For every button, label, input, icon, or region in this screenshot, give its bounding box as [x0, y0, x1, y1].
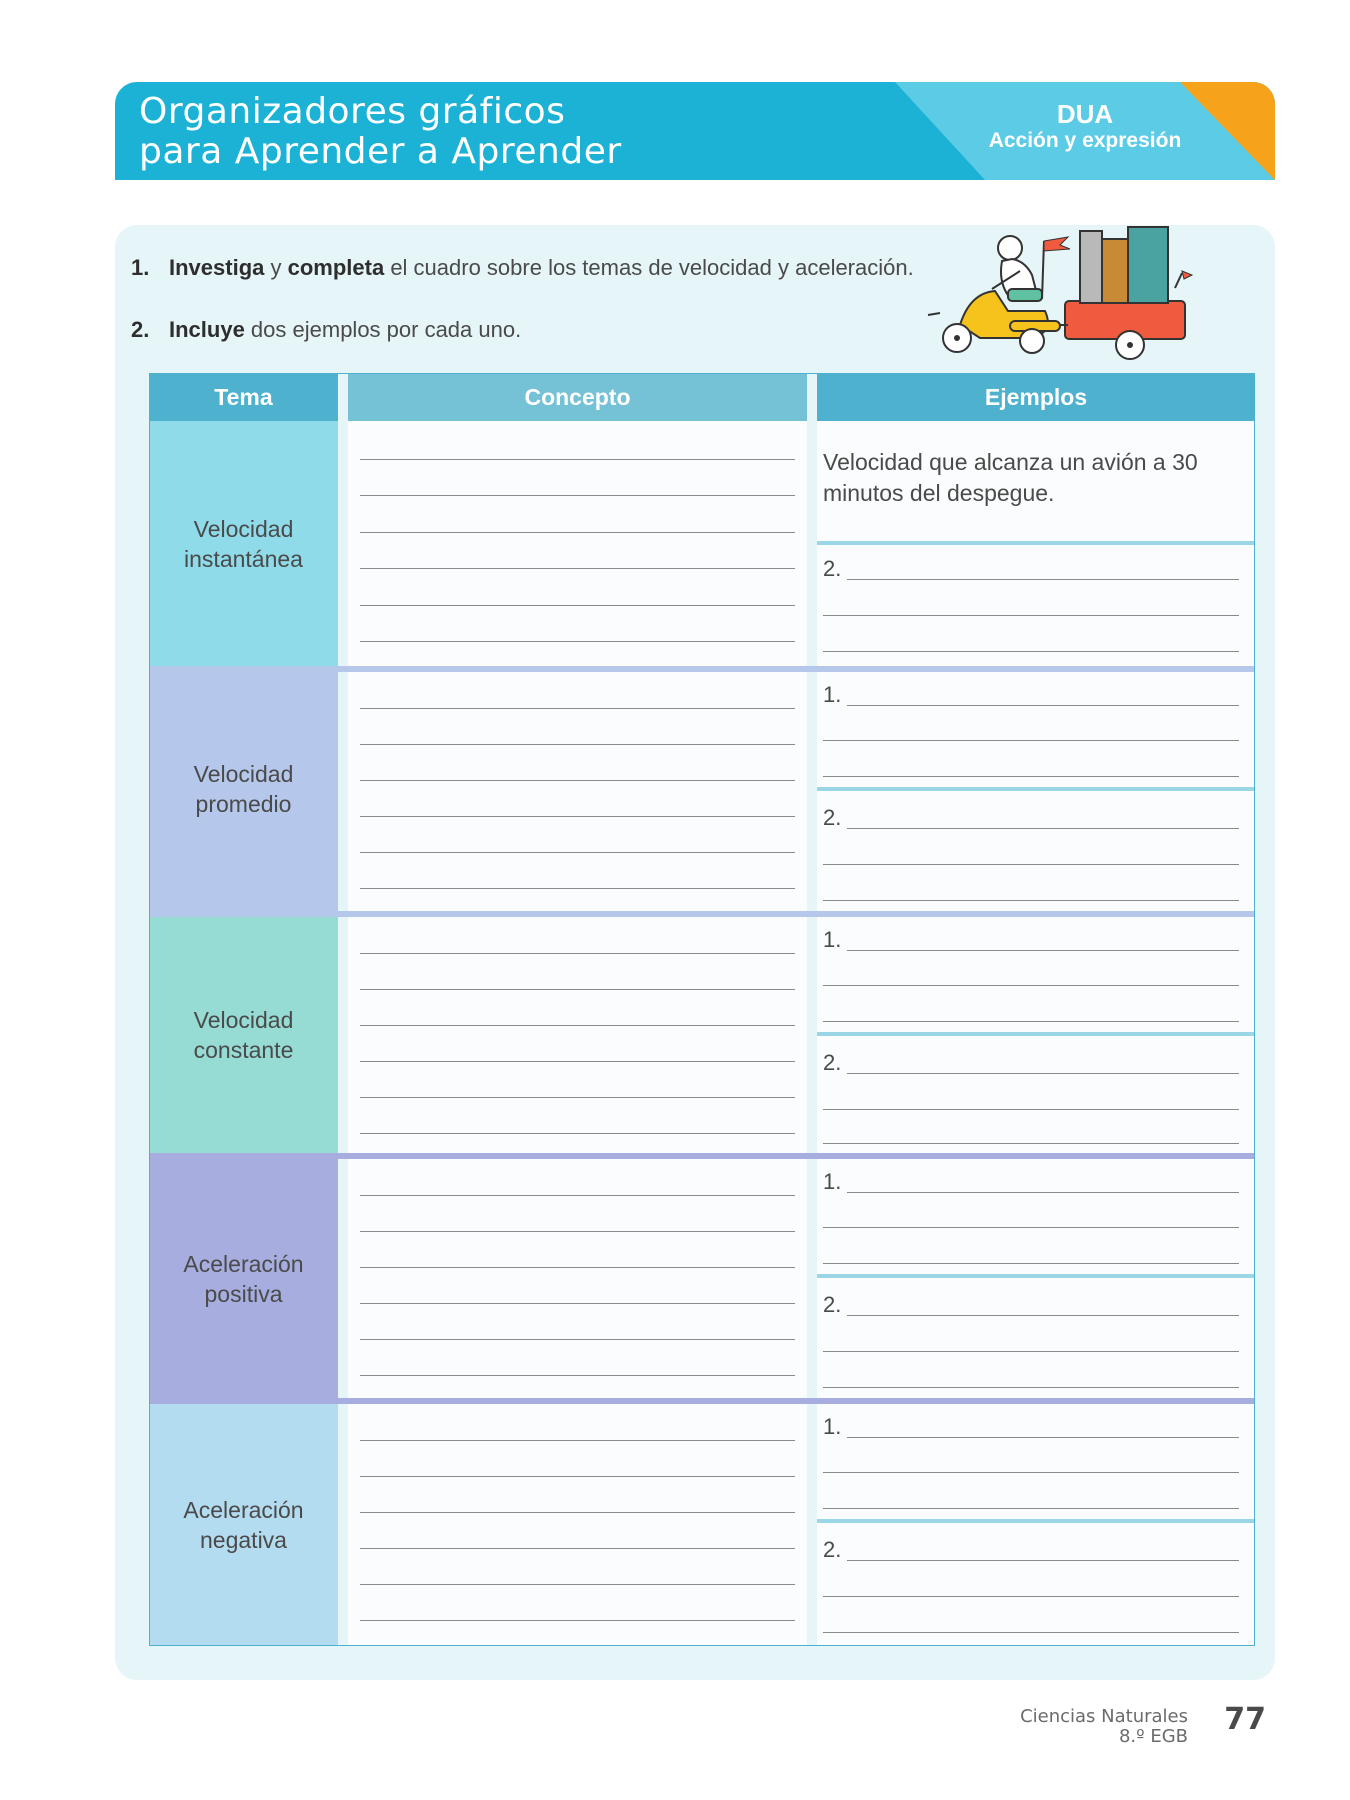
example-number: 2. — [823, 1050, 842, 1075]
writing-line — [360, 1267, 795, 1268]
instruction-verb: Incluye — [169, 317, 245, 342]
footer-subject-name: Ciencias Naturales — [1020, 1706, 1188, 1727]
writing-line — [847, 1437, 1239, 1438]
writing-line — [847, 579, 1239, 580]
writing-line — [360, 641, 795, 642]
table-row — [149, 1159, 1255, 1398]
writing-line — [847, 1560, 1239, 1561]
header-ejemplos: Ejemplos — [817, 373, 1255, 421]
writing-line — [360, 1476, 795, 1477]
writing-line — [847, 1192, 1239, 1193]
title-line-2: para Aprender a Aprender — [139, 131, 622, 172]
writing-line — [360, 888, 795, 889]
writing-line — [823, 740, 1239, 741]
writing-line — [847, 828, 1239, 829]
example-number: 1. — [823, 1169, 842, 1194]
tema-cell — [149, 917, 338, 1153]
writing-line — [360, 605, 795, 606]
ejemplos-cell[interactable] — [817, 1159, 1255, 1398]
writing-line — [360, 459, 795, 460]
instruction-text: y — [264, 255, 288, 280]
tema-label-line1: Aceleración — [183, 1250, 304, 1277]
dua-subtitle: Acción y expresión — [988, 129, 1182, 152]
table-row — [149, 917, 1255, 1153]
writing-line — [823, 1263, 1239, 1264]
writing-line — [823, 776, 1239, 777]
example-divider — [817, 541, 1255, 545]
writing-line — [823, 1596, 1239, 1597]
concepto-cell[interactable] — [348, 1159, 807, 1398]
instruction-verb: completa — [287, 255, 385, 280]
example-text: Velocidad que alcanza un avión a 30 minutos del despegue. — [823, 449, 1198, 506]
tema-cell — [149, 666, 338, 911]
writing-line — [823, 1143, 1239, 1144]
title-line-1: Organizadores gráficos — [139, 91, 566, 132]
writing-line — [360, 1231, 795, 1232]
writing-line — [360, 744, 795, 745]
writing-line — [823, 1387, 1239, 1388]
writing-line — [360, 953, 795, 954]
writing-line — [823, 615, 1239, 616]
writing-line — [360, 532, 795, 533]
concepto-cell[interactable] — [348, 672, 807, 911]
instruction-text: el cuadro sobre los temas de velocidad y aceleración. — [384, 255, 914, 280]
writing-line — [360, 1133, 795, 1134]
writing-line — [847, 705, 1239, 706]
tema-label-line2: instantánea — [184, 545, 303, 572]
writing-line — [847, 1073, 1239, 1074]
tema-label-line2: positiva — [204, 1280, 283, 1307]
writing-line — [360, 1303, 795, 1304]
dua-label — [975, 100, 1195, 154]
writing-line — [360, 1512, 795, 1513]
writing-line — [823, 1632, 1239, 1633]
writing-line — [360, 816, 795, 817]
writing-line — [360, 568, 795, 569]
writing-line — [360, 780, 795, 781]
header-banner — [115, 82, 1275, 180]
table-row — [149, 421, 1255, 666]
example-divider — [817, 787, 1255, 791]
page-title — [139, 92, 622, 172]
writing-line — [360, 989, 795, 990]
concepto-cell[interactable] — [348, 917, 807, 1153]
writing-line — [360, 852, 795, 853]
header-concepto: Concepto — [348, 373, 807, 421]
writing-line — [360, 495, 795, 496]
tema-label-line2: promedio — [195, 790, 292, 817]
tema-label-line1: Velocidad — [193, 1007, 294, 1033]
page-number: 77 — [1224, 1702, 1266, 1737]
concepto-cell[interactable] — [348, 421, 807, 666]
writing-line — [823, 985, 1239, 986]
example-divider — [817, 1274, 1255, 1278]
header-tema: Tema — [149, 373, 338, 421]
writing-line — [823, 651, 1239, 652]
writing-line — [360, 1375, 795, 1376]
writing-line — [823, 1351, 1239, 1352]
tema-label-line1: Velocidad — [193, 515, 294, 542]
example-number: 2. — [823, 1292, 842, 1317]
writing-line — [823, 1109, 1239, 1110]
concepto-cell[interactable] — [348, 1404, 807, 1646]
scooter-illustration — [920, 213, 1240, 373]
example-number: 2. — [823, 556, 842, 581]
tema-cell — [149, 1153, 338, 1404]
tema-cell — [149, 1404, 338, 1646]
tema-label-line1: Aceleración — [183, 1497, 304, 1523]
example-divider — [817, 1032, 1255, 1036]
footer-grade: 8.º EGB — [1118, 1726, 1188, 1747]
instruction-1 — [131, 255, 914, 281]
instruction-2 — [131, 317, 521, 343]
example-number: 1. — [823, 927, 842, 952]
ejemplos-cell[interactable] — [817, 1404, 1255, 1646]
writing-line — [847, 950, 1239, 951]
writing-line — [360, 1025, 795, 1026]
ejemplos-cell[interactable] — [817, 672, 1255, 911]
footer-subject — [1020, 1707, 1188, 1747]
writing-line — [847, 1315, 1239, 1316]
writing-line — [360, 1548, 795, 1549]
writing-line — [823, 1021, 1239, 1022]
concept-table — [149, 373, 1255, 1646]
writing-line — [823, 1508, 1239, 1509]
instruction-number: 1. — [131, 255, 150, 280]
tema-label-line2: constante — [193, 1037, 294, 1063]
example-divider — [817, 1519, 1255, 1523]
writing-line — [360, 1440, 795, 1441]
writing-line — [823, 1227, 1239, 1228]
instruction-text: dos ejemplos por cada uno. — [244, 317, 522, 342]
activity-panel — [115, 225, 1275, 1680]
writing-line — [360, 1620, 795, 1621]
example-number: 1. — [823, 1414, 842, 1439]
tema-cell — [149, 421, 338, 666]
ejemplos-cell[interactable] — [817, 421, 1255, 666]
tema-label-line1: Velocidad — [193, 760, 294, 787]
ejemplos-cell[interactable] — [817, 917, 1255, 1153]
writing-line — [360, 708, 795, 709]
writing-line — [823, 1472, 1239, 1473]
tema-label-line2: negativa — [200, 1527, 287, 1553]
writing-line — [823, 864, 1239, 865]
table-row — [149, 672, 1255, 911]
dua-title: DUA — [1056, 99, 1114, 129]
example-number: 2. — [823, 805, 842, 830]
instruction-number: 2. — [131, 317, 150, 342]
writing-line — [360, 1061, 795, 1062]
writing-line — [360, 1339, 795, 1340]
example-number: 2. — [823, 1537, 842, 1562]
writing-line — [360, 1097, 795, 1098]
table-row — [149, 1404, 1255, 1646]
writing-line — [360, 1584, 795, 1585]
example-number: 1. — [823, 682, 842, 707]
instruction-verb: Investiga — [169, 255, 265, 280]
writing-line — [823, 900, 1239, 901]
writing-line — [360, 1195, 795, 1196]
